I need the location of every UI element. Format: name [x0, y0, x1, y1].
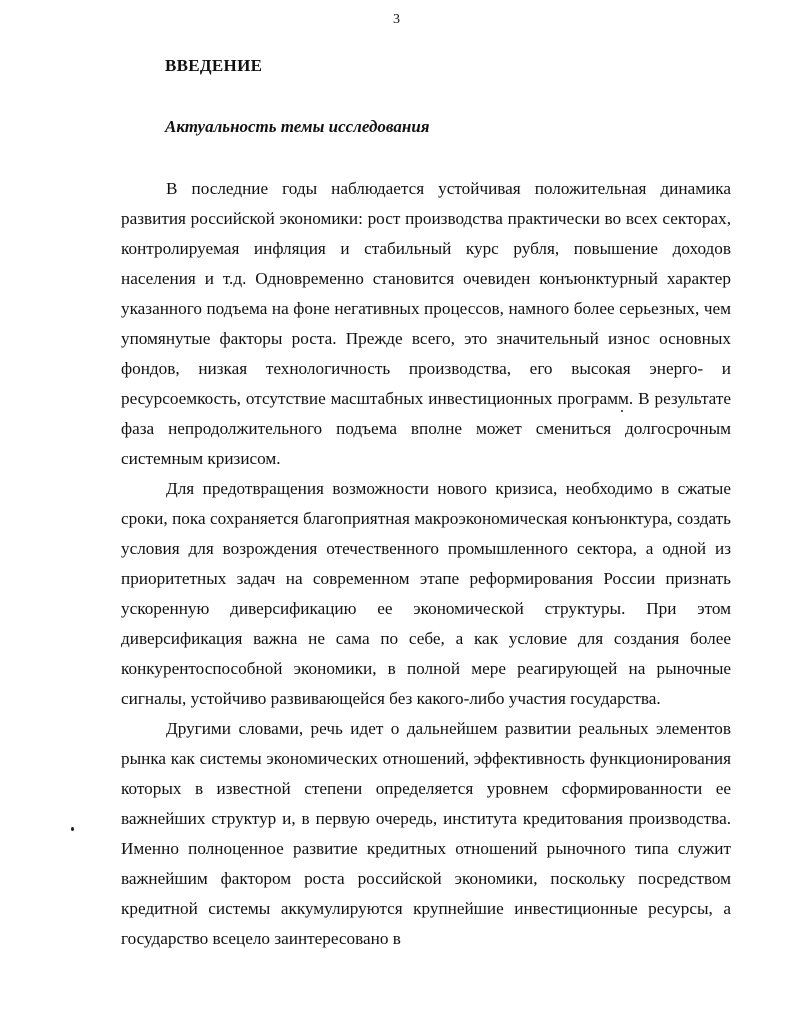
section-heading: ВВЕДЕНИЕ	[165, 56, 263, 75]
scan-speck	[621, 410, 623, 412]
paragraph-1: В последние годы наблюдается устойчивая положительная динамика развития российской экономики: рост производства практически во всех секторах, контролируемая инфляция и стабильный курс рубля, повышение доходов населения и т.д. Одновременно становится очевиден конъюнктурный характер указанного подъема на фоне негативных процессов, намного более серьезных, чем упомянутые факторы роста. Прежде всего, это значительный износ основных фондов, низкая технологичность производства, его высокая энерго- и ресурсоемкость, отсутствие масштабных инвестиционных программ. В результате фаза непродолжительного подъема вполне может смениться долгосрочным системным кризисом.	[121, 179, 731, 468]
paragraph-3: Другими словами, речь идет о дальнейшем развитии реальных элементов рынка как системы экономических отношений, эффективность функционирования которых в известной степени определяется уровнем сформированности ее важнейших структур и, в первую очередь, института кредитования производства. Именно полноценное развитие кредитных отношений рыночного типа служит важнейшим фактором роста российской экономики, поскольку посредством кредитной системы аккумулируются крупнейшие инвестиционные ресурсы, а государство всецело заинтересовано в	[121, 719, 731, 948]
body-text	[121, 174, 731, 954]
paragraph-2: Для предотвращения возможности нового кризиса, необходимо в сжатые сроки, пока сохраняется благоприятная макроэкономическая конъюнктура, создать условия для возрождения отечественного промышленного сектора, а одной из приоритетных задач на современном этапе реформирования России признать ускоренную диверсификацию ее экономической структуры. При этом диверсификация важна не сама по себе, а как условие для создания более конкурентоспособной экономики, в полной мере реагирующей на рыночные сигналы, устойчиво развивающейся без какого-либо участия государства.	[121, 479, 731, 708]
section-subheading: Актуальность темы исследования	[165, 117, 430, 136]
page-number: 3	[393, 12, 400, 27]
scan-speck	[71, 827, 74, 831]
